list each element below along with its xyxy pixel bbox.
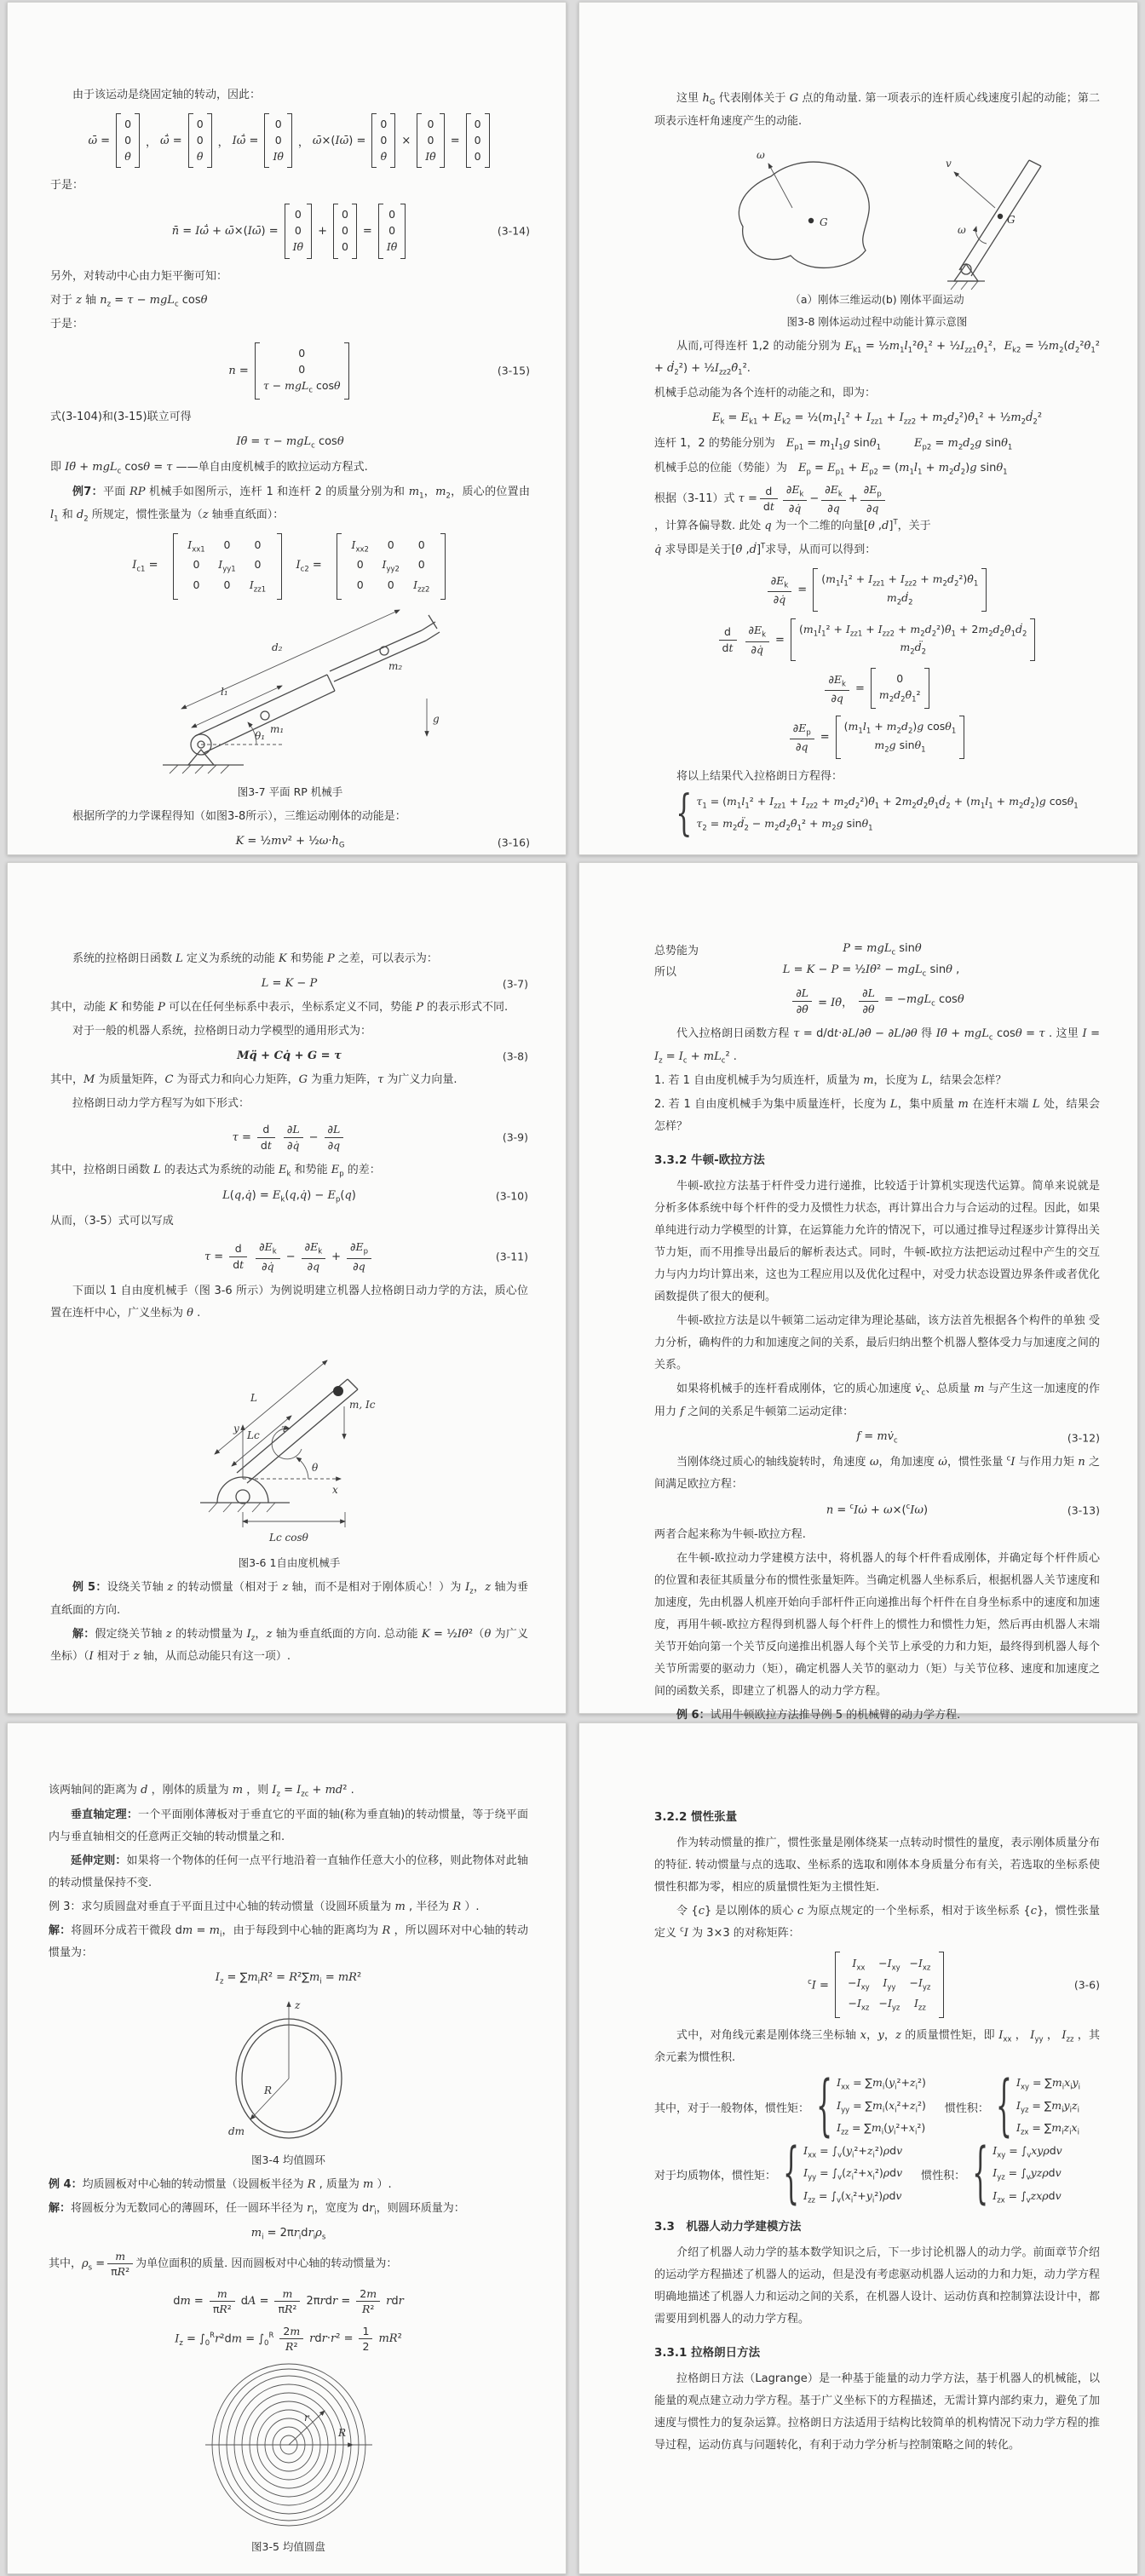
section-heading-322: 3.2.2 惯性张量	[654, 1810, 738, 1824]
equation-3-11: τ = $\frac{d}{dt}$ $\partial E_k$ ∂q̇ − $\frac{\partial E_k}{\partial q}$ + $\frac{\partial E_p}{\partial q}$ (3-11)	[204, 1240, 528, 1273]
theorem-perpendicular-axis: 垂直轴定理：一个平面刚体薄板对于垂直它的平面的轴(称为垂直轴)的转动惯量，等于绕平面内与垂直轴相交的任意两正交轴的转动惯量之和.	[49, 1808, 528, 1843]
paragraph: 下面以 1 自由度机械手（图 3-6 所示）为例说明建立机器人拉格朗日动力学的方法，质心位置在连杆中心，广义坐标为 θ .	[50, 1285, 528, 1320]
label-Lc-cos: Lc cosθ	[268, 1532, 308, 1544]
label-y: y	[233, 1423, 239, 1435]
equation-3-7: L = K − P (3-7)	[261, 977, 528, 990]
paragraph: 从而，（3-5）式可以写成	[50, 1215, 174, 1228]
figure-caption: 图3-6 1自由度机械手	[238, 1556, 341, 1570]
paragraph: 解：将圆板分为无数同心的薄圆环，任一圆环半径为 $r_i$，宽度为 $dr_i$，则圆环质量为：	[49, 2201, 465, 2217]
paragraph: 将以上结果代入拉格朗日方程得：	[676, 769, 843, 783]
paragraph: 作为转动惯量的推广，惯性张量是刚体绕某一点转动时惯性的量度，表示刚体质量分布的特征. 转动惯量与点的选取、坐标系的选取和刚体本身质量分布有关，若选取的坐标系使惯性积都为零，相应的质量惯性矩为主惯性矩.	[654, 1837, 1100, 1894]
partial-Ek-qdot: $\frac{\partial E_k}{\partial q̇}$ = ($m_1l_1^2 + I_{zz1} + I_{zz2}$ + $m_2d_2^2)\thetȧ_1$ $m_2ḋ_2$	[654, 568, 1100, 612]
figure-caption: 图3-8 刚体运动过程中动能计算示意图	[786, 314, 968, 328]
paragraph: 其中，动能 K 和势能 P 可以在任何坐标系中表示，坐标系定义不同，势能 P 的表示形式不同.	[50, 1001, 509, 1014]
paragraph: 令 {c} 是以刚体的质心 c 为原点规定的一个坐标系，相对于该坐标系 {c}，惯性张量定义 $^c$I 为 3×3 的对称矩阵：	[654, 1905, 1100, 1940]
equation-3-15: n = 0 0 τ − mgL$_c$ cosθ (3-15)	[50, 342, 530, 400]
vector: 0 0 θ̇	[371, 113, 395, 168]
label-L: L	[250, 1392, 257, 1405]
label-R-disc: R	[337, 2426, 346, 2439]
label-R: R	[263, 2084, 272, 2096]
vector: 0 0 Iθ̈	[285, 204, 312, 258]
paragraph: 即 Iθ̈ + mgL$_c$ cosθ = τ ——单自由度机械手的欧拉运动方程式.	[50, 461, 368, 477]
system-rows: $\tau_1 = (m_1l_1^2 + I_{zz1} + I_{zz2}$ + $m_2d_2^2)\thetä_1$ + $2m_2d_2\thetȧ_1ḋ_2 + (m_1l_1 + m_2d_2)g$ cosθ$_1$ $\tau_2$ = $m_2d̈_2$ − $m_2d_2\thetȧ_1^2 + m_2g$ sinθ$_1$	[696, 794, 1079, 833]
inertia-tensor-matrix: $^c$I = $I_{xx}$ $-I_{xy}$ $-I_{xz}$ $-I_{xy}$ $I_{yy}$ $-I_{yz}$ $-I_{xz}$ $-I_{yz}$ $I_{zz}$ (3-6)	[654, 1952, 1100, 2018]
label-omega-b: ω	[957, 223, 966, 236]
paragraph: 拉格朗日方法（Lagrange）是一种基于能量的动力学方法，基于机器人的机械能，以能量的观点建立动力学方程。基于广义坐标下的方程描述，无需计算内部约束力，避免了加速度与惯性力的复杂运算。拉格朗日方法适用于结构比较简单的机构情况下动力学方程的推导过程，运动仿真与问题转化，有利于动力学分析与控制策略之间的转化。	[654, 2372, 1100, 2452]
page-5	[7, 1722, 567, 2574]
label-g-a: G	[819, 216, 828, 228]
ring-mass-equation: $m_i = 2\pi r_idr_i\rho_s$	[250, 2227, 326, 2242]
equation-3-13: n = $^c$Iω̇ + ω×($^c$Iω) (3-13)	[826, 1503, 1100, 1517]
label-theta: θ	[311, 1462, 318, 1475]
disc-inertia-equation: $I_z = \int_0^Rr^2dm = \int_0^R$ 2m R² rdr·r² = $\frac{1}{2}$ mR²	[175, 2324, 402, 2354]
figure-caption: 图3-4 均值圆环	[251, 2153, 325, 2166]
figure-kinetic-energy	[654, 138, 1100, 288]
example-4: 例 4：均质圆板对中心轴的转动惯量（设圆板半径为 R , 质量为 m ）.	[49, 2177, 392, 2191]
label-m2: m₂	[388, 659, 402, 672]
figure-caption: 图3-7 平面 RP 机械手	[237, 785, 343, 798]
label-z-axis: z	[294, 1998, 300, 2011]
label-g-b: G	[1006, 213, 1016, 226]
equation-3-9: τ = $\frac{d}{dt}$ ∂L ∂q̇ − $\frac{\partial L}{\partial q}$ (3-9)	[232, 1123, 528, 1152]
equation-number: (3-14)	[497, 224, 530, 238]
paragraph: 式(3-104)和(3-15)联立可得	[50, 410, 192, 423]
brace: {	[783, 2136, 800, 2214]
page-1	[7, 2, 567, 855]
figure-caption: 图3-5 均值圆盘	[251, 2539, 325, 2553]
label-omega-a: ω	[756, 148, 765, 161]
paragraph: 连杆 1，2 的势能分别为 $E_{p1} = m_1l_1g$ sinθ$_1$ $E_{p2} = m_2d_2g$ sinθ$_1$	[654, 437, 1013, 452]
paragraph: 机械手总动能为各个连杆的动能之和，即为：	[654, 386, 877, 400]
vector: 0 0 θ̇	[116, 113, 140, 168]
brace: {	[972, 2136, 989, 2214]
partial-Ek-q: $\frac{\partial E_k}{\partial q}$ = 0 $m_2d_2\thetȧ_1^2$	[654, 668, 1100, 709]
partial-derivatives: $\frac{\partial L}{\partial\thetȧ}$ = Iθ̇， $\frac{\partial L}{\partial\theta}$ = −mgL$_c$ cosθ	[654, 986, 1100, 1016]
brace: {	[676, 785, 693, 842]
brace: {	[995, 2067, 1012, 2146]
label-r: r	[303, 2411, 309, 2424]
vector: ($m_1l_1^2 + I_{zz1} + I_{zz2}$ + $m_2d_2^2)\thetä_1$ + $2m_2d_2\thetȧ_1ḋ_2$ $m_2d̈_2$	[791, 618, 1036, 662]
ring-inertia-equation: $I_z = \sum m_iR^2 = R^2\sum m_i = mR^2$	[215, 1971, 362, 1987]
equation-3-12: $f = mv̇_c$ (3-12)	[856, 1429, 1100, 1446]
paragraph: 式中，对角线元素是刚体绕三坐标轴 x，y，z 的质量惯性矩，即 $I_{xx}$ ， $I_{yy}$ ， $I_{zz}$ ，其余元素为惯性积.	[654, 2028, 1100, 2065]
paragraph: 在牛顿-欧拉动力学建模方法中，将机器人的每个杆件看成刚体，并确定每个杆件质心的位置和表征其质量分布的惯性张量矩阵。当确定机器人坐标系后，根据机器人关节速度和加速度，先由机器人机座开始向手部杆件正向递推出每个杆件在自身坐标系中的速度和加速度，再用牛顿-欧拉方程得到机器人每个杆件上的惯性力和惯性力矩，然后再由机器人末端关节开始向第一个关节反向递推出机器人每个关节上承受的力和力矩，最终得到机器人每个关节所需要的驱动力（矩），确定机器人关节的驱动力（矩）与关节位移、速度和加速度之间的函数关系，即建立了机器人的动力学方程。	[654, 1551, 1100, 1698]
paragraph: 两者合起来称为牛顿-欧拉方程.	[654, 1527, 806, 1541]
paragraph: 解：假定绕关节轴 z 的转动惯量为 $I_z$，z 轴为垂直纸面的方向. 总动能 K = ½Iθ̇²（θ 为广义坐标）（I 相对于 z 轴，从而总动能只有这一项）.	[50, 1627, 528, 1664]
equation-total-ke: $E_k = E_{k1} + E_{k2}$ = $\frac{1}{2}(m_1l_1^2 + I_{zz1} + I_{zz2}$ + $m_2d_2^2)\thetȧ_1^2$ + $\frac{1}{2}m_2ḋ_2^2$	[711, 411, 1043, 427]
system-rows: $I_{xy} = \int_vxy\rho dv$ $I_{yz} = \int_vyz\rho dv$ $I_{zx} = \int_vzx\rho dv$	[993, 2143, 1062, 2205]
example-7: 例7：平面 RP 机械手如图所示，连杆 1 和连杆 2 的质量分别为和 $m_1$，$m_2$，质心的位置由 $l_1$ 和 $d_2$ 所规定，惯性张量为（z 轴垂直纸面）：	[50, 486, 530, 524]
subcaption: （a）刚体三维运动(b) 刚体平面运动	[790, 292, 964, 306]
label-dm: dm	[227, 2125, 245, 2137]
paragraph: 根据所学的力学课程得知（如图3-8所示），三维运动刚体的动能是：	[72, 809, 406, 823]
equation-row: 所以 L = K − P = ½Iθ̇² − mgL$_c$ sinθ ,	[654, 963, 960, 979]
matrix: $I_{xx1}$ 0 0 0 $I_{yy1}$ 0 0 0 $I_{zz1}$	[173, 533, 282, 600]
label-g: g	[432, 712, 440, 725]
moments-homogeneous: 对于均质物体，惯性矩： { $I_{xx} = \int_v(y_i^2+z_i^2)\rho dv$ $I_{yy} = \int_v(z_i^2+x_i^2)\rho dv$ $I_{zz} = \int_v(x_i^2+y_i^2)\rho dv$ 惯性积： { $I_{xy} = \int_vxy\rho dv$ $I_{yz} = \int_vyz\rho dv$ $I_{zx} = \int_vzx\rho dv$	[654, 2136, 1062, 2214]
equation-number: (3-6)	[1073, 1978, 1100, 1992]
example-5: 例 5：设绕关节轴 z 的转动惯量（相对于 z 轴，而不是相对于刚体质心！）为 $I_z$，z 轴为垂直纸面的方向.	[50, 1581, 528, 1617]
vector: 0 0 τ − mgL$_c$ cosθ	[255, 342, 349, 400]
inertia-tensors: $I_{c1}$ = $I_{xx1}$ 0 0 0 $I_{yy1}$ 0 0 0 $I_{zz1}$ $I_{c2}$ = $I_{xx2}$ 0 0 0 $I_{yy2}$ 0 0 0 $I_{zz2}$	[50, 533, 530, 600]
paragraph: 于是：	[50, 318, 84, 331]
paragraph: 当刚体绕过质心的轴线旋转时，角速度 ω，角加速度 ω̇，惯性张量 $^c$I 与作用力矩 n 之间满足欧拉方程：	[654, 1455, 1100, 1492]
page-2	[578, 2, 1138, 855]
vector: 0 0 Iθ̈	[264, 113, 291, 168]
equation-euler: Iθ̈ = τ − mgL$_c$ cosθ	[236, 434, 344, 451]
paragraph: 牛顿-欧拉方法是以牛顿第二运动定律为理论基础，该方法首先根据各个构件的单独 受力分析，确构件的力和加速度之间的关系，最后归纳出整个机器人整体受力与加速度之间的关系。	[654, 1314, 1100, 1372]
paragraph-with-fractions: 根据（3-11）式 τ = $\frac{d}{dt}$ $\partial E_k$ ∂q̇ − $\frac{\partial E_k}{\partial q}$ + $\frac{\partial E_p}{\partial q}$ ，计算各偏导数. 此处 q 为一个二维的向量[θ ,d]$^T$，关于	[654, 482, 931, 533]
section-heading-331: 3.3.1 拉格朗日方法	[654, 2346, 761, 2360]
example-3: 例 3：求匀质圆盘对垂直于平面且过中心轴的转动惯量（设圆环质量为 m , 半径为 R ）.	[49, 1900, 480, 1913]
equation-3-14: n̄ = Iω̄̇ + ω̄×(Iω̄) = 0 0 Iθ̈ + 0 0 0 = 0 0 Iθ̈ (3-14)	[50, 204, 530, 258]
vector: 0 0 0	[466, 113, 490, 168]
equation-3-10: L(q,q̇) = $E_k(q,q̇) - E_p(q)$ (3-10)	[222, 1188, 528, 1205]
matrix: $I_{xx}$ $-I_{xy}$ $-I_{xz}$ $-I_{xy}$ $I_{yy}$ $-I_{yz}$ $-I_{xz}$ $-I_{yz}$ $I_{zz}$	[835, 1952, 944, 2018]
equation-3-8: Mq̈ + Cq̇ + G = τ (3-8)	[237, 1049, 528, 1062]
figure-disc	[49, 2361, 528, 2535]
page-6	[578, 1722, 1138, 2574]
brace: {	[816, 2067, 833, 2146]
paragraph: 其中，拉格朗日函数 L 的表达式为系统的动能 $E_k$ 和势能 $E_p$ 的差：	[50, 1164, 381, 1179]
matrix: $I_{xx2}$ 0 0 0 $I_{yy2}$ 0 0 0 $I_{zz2}$	[337, 533, 446, 600]
moments-general: 其中，对于一般物体，惯性矩： { $I_{xx} = \sum m_i(y_i^2+z_i^2)$ $I_{yy} = \sum m_i(x_i^2+z_i^2)$ $I_{zz} = \sum m_i(y_i^2+x_i^2)$ 惯性积： { $I_{xy} = \sum m_ix_iy_i$ $I_{yz} = \sum m_iy_iz_i$ $I_{zx} = \sum m_iz_ix_i$	[654, 2067, 1080, 2146]
figure-rp-manipulator	[50, 607, 530, 780]
paragraph: 代入拉格朗日函数方程 τ = d/dt·∂L/∂θ̇ − ∂L/∂θ 得 Iθ̈ + mgL$_c$ cosθ = τ . 这里 $I = I_z = I_c + mL_c^2$ .	[654, 1027, 1100, 1066]
label-theta1: θ₁	[254, 729, 265, 742]
paragraph: 其中，M 为质量矩阵，C 为哥式力和向心力矩阵，G 为重力矩阵，τ 为广义力向量.	[50, 1073, 457, 1086]
paragraph: 介绍了机器人动力学的基本数学知识之后，下一步讨论机器人的动力学。前面章节介绍的运动学方程描述了机器人的运动，但是没有考虑驱动机器人运动的力和力矩，动力学方程明确地描述了机器人力和运动之间的关系，在机器人设计、运动仿真和控制算法设计中，都需要用到机器人的动力学方程。	[654, 2246, 1100, 2326]
equation-number: (3-16)	[497, 836, 530, 849]
vector: 0 $m_2d_2\thetȧ_1^2$	[871, 668, 929, 709]
system-rows: $I_{xx} = \int_v(y_i^2+z_i^2)\rho dv$ $I_{yy} = \int_v(z_i^2+x_i^2)\rho dv$ $I_{zz} = \int_v(x_i^2+y_i^2)\rho dv$	[803, 2143, 903, 2205]
question-1: 1. 若 1 自由度机械手为匀质连杆，质量为 m，长度为 L，结果会怎样？	[654, 1074, 1007, 1088]
label-Lc: Lc	[246, 1429, 260, 1442]
paragraph: 由于该运动是绕固定轴的转动，因此：	[72, 89, 262, 101]
vector: 0 0 θ̈	[188, 113, 212, 168]
vector: $(m_1l_1 + m_2d_2)g$ cosθ$_1$ $m_2g$ sinθ$_1$	[836, 716, 965, 759]
paragraph: 系统的拉格朗日函数 L 定义为系统的动能 K 和势能 P 之差，可以表示为：	[72, 952, 438, 965]
lagrange-result-system	[654, 785, 1100, 842]
vector: ($m_1l_1^2 + I_{zz1} + I_{zz2}$ + $m_2d_2^2)\thetȧ_1$ $m_2ḋ_2$	[813, 568, 987, 612]
paragraph: 于是：	[50, 179, 84, 193]
vector: 0 0 Iθ̈	[378, 204, 406, 258]
label-m1: m₁	[269, 722, 284, 735]
label-m-Ic: m, Ic	[348, 1399, 375, 1412]
equation-row: 总势能为 P = mgL$_c$ sinθ	[654, 941, 922, 957]
figure-ring	[49, 1993, 528, 2148]
dm-equation: dm = $\frac{m}{\text{πR²}}$ dA = $\frac{m}{\text{πR²}}$ 2πrdr = $\frac{2m}{\text{R²}}$ rdr	[173, 2286, 404, 2316]
ddt-partial-Ek: d dt $\frac{\partial E_k}{\partial q̇}$ = ($m_1l_1^2 + I_{zz1} + I_{zz2}$ + $m_2d_2^2)\thetä_1$ + $2m_2d_2\thetȧ_1ḋ_2$ $m_2d̈_2$	[654, 618, 1100, 662]
equation-3-16: K = ½mv² + $\frac{1}{2}\omega\cdot h_G$ (3-16)	[235, 834, 530, 850]
paragraph: 这里 $h_G$ 代表刚体关于 G 点的角动量. 第一项表示的连杆质心线速度引起的动能；第二项表示连杆角速度产生的动能.	[654, 92, 1100, 128]
label-tau: τ	[280, 1423, 287, 1435]
paragraph: 机械手总的位能（势能）为 $E_p = E_{p1} + E_{p2} = (m_1l_1 + m_2d_2)g$ sinθ$_1$	[654, 461, 1008, 477]
equation-number: (3-15)	[497, 364, 530, 377]
paragraph: 对于 z 轴 $n_z = \tau - mgL_c$ cosθ	[50, 293, 208, 309]
paragraph: 该两轴间的距离为 d ，刚体的质量为 m ，则 $I_z = I_{zc} + md^2$ .	[49, 1784, 354, 1799]
vector: 0 0 0	[333, 204, 357, 258]
paragraph: 拉格朗日动力学方程写为如下形式：	[72, 1097, 250, 1110]
paragraph: 从而,可得连杆 1,2 的动能分别为 $E_{k1}$ = $\frac{1}{2}m_1l_1^2\thetȧ_1^2$ + $\frac{1}{2}I_{zz1}\thetȧ_1^2$，$E_{k2}$ = $\frac{1}{2}m_2(d_2^2\thetȧ_1^2$ + ḋ$_2$²) + $\frac{1}{2}I_{zz2}\thetȧ_1^2$.	[654, 339, 1100, 377]
vector: 0 0 Iθ̇	[417, 113, 444, 168]
page-3	[7, 862, 567, 1714]
partial-Ep-q: $\frac{\partial E_p}{\partial q}$ = $(m_1l_1 + m_2d_2)g$ cosθ$_1$ $m_2g$ sinθ$_1$	[654, 716, 1100, 759]
label-l1: l₁	[220, 685, 228, 698]
figure-1dof-manipulator	[50, 1330, 528, 1551]
paragraph: 对于一般的机器人系统，拉格朗日动力学模型的通用形式为：	[72, 1025, 372, 1038]
example-6: 例 6：试用牛顿欧拉方法推导例 5 的机械臂的动力学方程.	[676, 1708, 961, 1722]
system-rows: $I_{xx} = \sum m_i(y_i^2+z_i^2)$ $I_{yy} = \sum m_i(x_i^2+z_i^2)$ $I_{zz} = \sum m_i(y_i^2+x_i^2)$	[837, 2076, 926, 2137]
paragraph: 另外，对转动中心由力矩平衡可知：	[50, 269, 228, 283]
paragraph: 解：将圆环分成若干微段 dm = $m_i$，由于每段到中心轴的距离均为 R ，所以圆环对中心轴的转动惯量为：	[49, 1923, 528, 1960]
label-v: v	[945, 157, 952, 170]
paragraph: 牛顿-欧拉方法基于杆件受力进行递推，比较适于计算机实现迭代运算。简单来说就是分析多体系统中每个杆件的受力及惯性力状态，再计算出合力与合运动的过程。因此，如果单纯进行动力学模型的计算，在运算能力允许的情况下，可以通过推导过程逐步计算得出关节力矩，而不用推导出最后的解析表达式。同时，牛顿-欧拉方法把运动过程中产生的交互力与内力均计算出来，这也为工程应用以及优化过程中，对受力状态设置边界条件或者优化函数提供了很大的便利。	[654, 1180, 1100, 1304]
section-heading-33: 3.3 机器人动力学建模方法	[654, 2220, 802, 2234]
page-4	[578, 862, 1138, 1722]
equation-omega-vectors: ω̄ = 0 0 θ̇ ， ω̄̇ = 0 0 θ̈ ， Iω̄̇ = 0 0 Iθ̈ ， ω̄×(Iω̄) = 0 0 θ̇ × 0 0 Iθ̇ = 0 0 0	[50, 113, 530, 168]
section-heading-332: 3.3.2 牛顿-欧拉方法	[654, 1153, 765, 1168]
paragraph: 如果将机械手的连杆看成刚体，它的质心加速度 $v̇_c$、总质量 m 与产生这一加速度的作用力 f 之间的关系足牛顿第二运动定律：	[654, 1383, 1101, 1418]
label-x: x	[331, 1484, 338, 1497]
paragraph: q̇ 求导即是关于[θ̇ ,ḋ]$^T$求导，从而可以得到：	[654, 543, 877, 557]
label-d2: d₂	[271, 641, 282, 653]
question-2: 2. 若 1 自由度机械手为集中质量连杆，长度为 L，集中质量 m 在连杆末端 L 处，结果会怎样？	[654, 1098, 1100, 1134]
paragraph-with-fraction: 其中，$\rho_s$ = $\frac{m}{\text{πR²}}$ 为单位面积的质量. 因而圆板对中心轴的转动惯量为：	[49, 2249, 398, 2279]
rule-extension: 延伸定则：如果将一个物体的任何一点平行地沿着一直轴作任意大小的位移，则此物体对此轴的转动惯量保持不变.	[49, 1854, 528, 1889]
system-rows: $I_{xy} = \sum m_ix_iy_i$ $I_{yz} = \sum m_iy_iz_i$ $I_{zx} = \sum m_iz_ix_i$	[1016, 2076, 1080, 2137]
